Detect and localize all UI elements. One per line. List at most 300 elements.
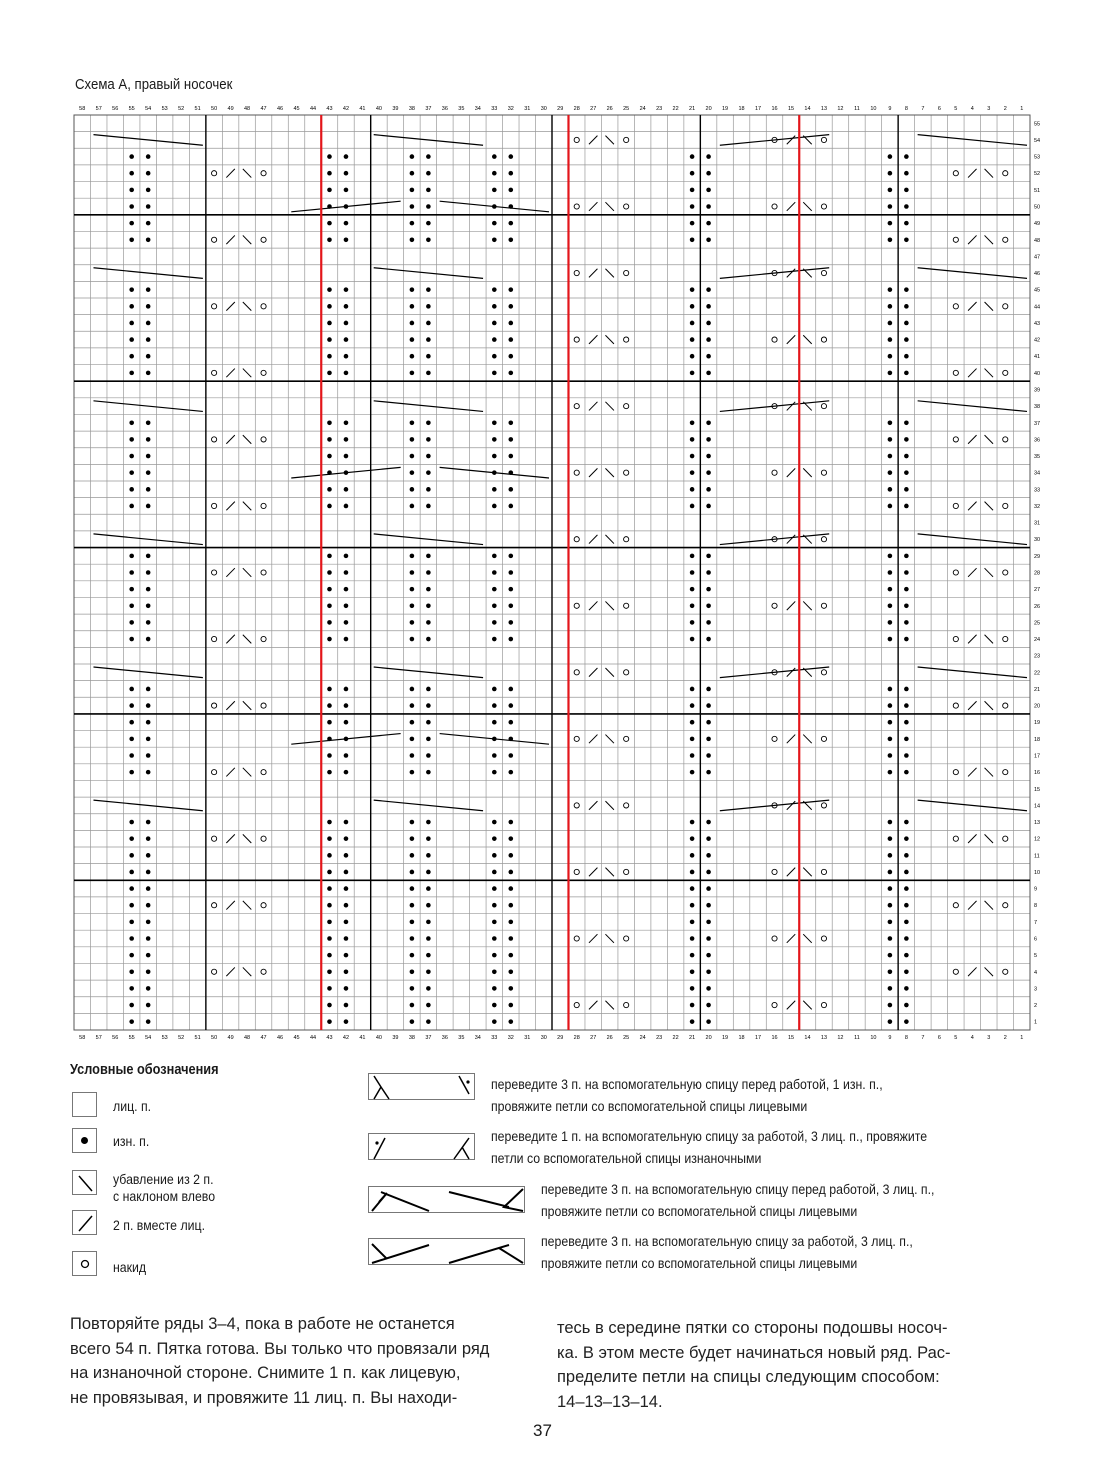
purl-mark [146,737,151,742]
column-number: 48 [244,1035,251,1041]
yarn-over-mark [624,1002,629,1007]
purl-mark [327,504,332,509]
ssk-mark [605,934,613,943]
purl-mark [426,188,431,193]
purl-mark [129,371,134,376]
yarn-over-mark [212,770,217,775]
purl-mark [492,603,497,608]
legend-label: накид [113,1259,147,1275]
column-number: 5 [954,106,958,112]
yarn-over-mark [261,770,266,775]
purl-mark [327,487,332,492]
row-number: 18 [1034,736,1041,743]
ssk-symbol-icon [72,1170,97,1195]
purl-mark [426,720,431,725]
purl-mark [508,903,513,908]
purl-mark [426,221,431,226]
purl-mark [690,420,695,425]
purl-mark [129,204,134,209]
purl-mark [706,454,711,459]
knitting-chart [0,100,1107,1050]
k2tog-mark [787,535,795,544]
purl-mark [129,753,134,758]
purl-mark [426,986,431,991]
k2tog-mark [589,202,597,211]
purl-mark [904,687,909,692]
row-number: 22 [1034,670,1041,677]
purl-mark [129,354,134,359]
purl-mark [492,587,497,592]
purl-mark [146,903,151,908]
purl-mark [690,354,695,359]
k2tog-mark [226,768,234,777]
purl-mark [904,188,909,193]
row-number: 54 [1034,137,1041,144]
ssk-mark [803,335,811,344]
purl-mark [492,371,497,376]
row-number: 35 [1034,454,1041,461]
purl-mark [888,287,893,292]
purl-mark [706,504,711,509]
purl-mark [706,371,711,376]
purl-mark [888,454,893,459]
purl-mark [129,154,134,159]
row-number: 10 [1034,869,1041,876]
purl-mark [888,870,893,875]
cable-mark [918,534,1027,545]
purl-mark [904,354,909,359]
ssk-mark [605,202,613,211]
purl-mark [146,703,151,708]
column-number: 29 [557,106,564,112]
column-number: 36 [441,1035,448,1041]
purl-mark [904,554,909,559]
k2tog-mark [968,169,976,178]
k2tog-mark [226,635,234,644]
row-number: 11 [1034,853,1040,860]
purl-mark [888,886,893,891]
k2tog-mark [787,202,795,211]
k2tog-mark [968,435,976,444]
k2tog-mark [226,169,234,178]
purl-mark [492,637,497,642]
purl-mark [344,969,349,974]
purl-mark [426,287,431,292]
k2tog-mark [787,136,795,145]
purl-mark [904,820,909,825]
row-number: 24 [1034,637,1041,644]
k2tog-mark [787,735,795,744]
k2tog-mark [589,601,597,610]
k2tog-mark [226,369,234,378]
purl-mark [904,753,909,758]
yarn-over-mark [574,1002,579,1007]
ssk-mark [243,302,251,311]
purl-mark [888,420,893,425]
cable-mark [720,667,829,678]
yarn-over-mark [1003,503,1008,508]
purl-mark [327,903,332,908]
purl-mark [344,354,349,359]
column-number: 19 [722,106,729,112]
purl-mark [426,903,431,908]
column-number: 6 [937,106,941,112]
purl-mark [426,737,431,742]
yarn-over-mark [953,171,958,176]
purl-mark [344,920,349,925]
purl-mark [508,487,513,492]
purl-mark [706,620,711,625]
purl-mark [344,287,349,292]
yarn-over-mark [574,270,579,275]
k2tog-mark [787,668,795,677]
column-number: 1 [1020,1035,1024,1041]
purl-mark [888,903,893,908]
purl-mark [146,820,151,825]
column-number: 52 [178,106,185,112]
k2tog-mark [226,302,234,311]
column-number: 39 [392,106,399,112]
purl-mark [327,454,332,459]
purl-mark [690,969,695,974]
purl-mark [690,620,695,625]
purl-mark [327,188,332,193]
purl-mark [146,620,151,625]
purl-mark [508,1003,513,1008]
purl-mark [146,753,151,758]
purl-mark [327,154,332,159]
purl-mark [706,420,711,425]
yarn-over-mark [212,503,217,508]
yarn-over-mark [261,503,266,508]
yarn-over-mark [574,404,579,409]
purl-mark [146,504,151,509]
purl-mark [327,770,332,775]
purl-mark [904,1019,909,1024]
purl-mark [706,870,711,875]
purl-mark [426,953,431,958]
k2tog-mark [589,801,597,810]
purl-mark [327,237,332,242]
yarn-over-mark [1003,636,1008,641]
purl-mark [327,337,332,342]
cable-3-3-front-icon [368,1186,525,1213]
k2tog-mark [968,369,976,378]
yarn-over-mark [772,1002,777,1007]
purl-mark [426,154,431,159]
column-number: 21 [689,1035,696,1041]
yarn-over-mark [212,836,217,841]
purl-mark [904,587,909,592]
column-number: 31 [524,106,531,112]
purl-mark [690,204,695,209]
purl-mark [146,154,151,159]
purl-mark [492,953,497,958]
cable-mark [720,800,829,811]
purl-mark [492,337,497,342]
k2tog-mark [787,402,795,411]
column-number: 24 [639,1035,646,1041]
yarn-over-mark [821,137,826,142]
purl-mark [508,287,513,292]
column-number: 29 [557,1035,564,1041]
purl-mark [492,770,497,775]
purl-mark [129,870,134,875]
cable-mark [720,135,829,146]
purl-mark [904,737,909,742]
purl-mark [492,936,497,941]
purl-mark [426,703,431,708]
column-number: 48 [244,106,251,112]
purl-mark [508,753,513,758]
row-number: 33 [1034,487,1041,494]
column-number: 43 [326,1035,333,1041]
purl-mark [508,1019,513,1024]
purl-mark [426,687,431,692]
purl-mark [129,737,134,742]
purl-mark [344,853,349,858]
purl-mark [344,870,349,875]
purl-mark [508,953,513,958]
yarn-over-mark [261,570,266,575]
ssk-mark [243,235,251,244]
purl-mark [344,753,349,758]
k2tog-mark [589,934,597,943]
purl-mark [888,836,893,841]
ssk-mark [985,435,993,444]
purl-mark [146,720,151,725]
purl-mark [129,221,134,226]
row-number: 27 [1034,587,1041,594]
row-number: 15 [1034,786,1041,793]
row-number: 17 [1034,753,1041,760]
purl-mark [706,687,711,692]
purl-mark [690,687,695,692]
column-number: 11 [854,106,860,112]
purl-mark [344,703,349,708]
column-number: 15 [787,1035,795,1041]
purl-mark [706,603,711,608]
purl-mark [492,820,497,825]
purl-mark [344,936,349,941]
purl-mark [410,204,415,209]
purl-mark [426,437,431,442]
purl-mark [492,853,497,858]
column-number: 26 [606,106,613,112]
cable-mark [374,268,483,279]
yarn-over-mark [574,736,579,741]
purl-mark [129,969,134,974]
ssk-mark [803,468,811,477]
column-number: 22 [672,106,679,112]
purl-mark [344,1003,349,1008]
purl-mark [904,886,909,891]
purl-mark [129,304,134,309]
purl-mark [129,321,134,326]
purl-mark [706,986,711,991]
purl-mark [690,953,695,958]
purl-mark [888,737,893,742]
purl-mark [888,603,893,608]
ssk-mark [985,369,993,378]
row-number: 14 [1034,803,1041,810]
purl-mark [344,454,349,459]
purl-mark [690,1003,695,1008]
ssk-mark [243,568,251,577]
purl-mark [129,554,134,559]
row-number: 21 [1034,686,1041,693]
purl-mark [706,154,711,159]
column-number: 47 [260,106,267,112]
purl-mark [508,637,513,642]
row-number: 20 [1034,703,1041,710]
purl-mark [508,587,513,592]
purl-mark [410,886,415,891]
purl-mark [327,171,332,176]
purl-mark [426,504,431,509]
purl-mark [508,886,513,891]
purl-mark [410,969,415,974]
purl-mark [410,221,415,226]
purl-mark [492,903,497,908]
purl-mark [344,304,349,309]
purl-mark [706,321,711,326]
purl-mark [690,287,695,292]
purl-mark [146,886,151,891]
purl-mark [129,986,134,991]
purl-mark [492,1003,497,1008]
yarn-over-mark [574,137,579,142]
purl-mark [888,953,893,958]
purl-mark [492,504,497,509]
column-number: 26 [606,1035,613,1041]
column-number: 35 [458,106,465,112]
purl-mark [904,337,909,342]
yarn-over-mark [772,603,777,608]
purl-mark [344,886,349,891]
purl-mark [904,953,909,958]
purl-mark [410,620,415,625]
column-number: 20 [705,1035,712,1041]
purl-mark [129,820,134,825]
cable-mark [918,667,1027,678]
purl-mark [508,504,513,509]
purl-mark [508,304,513,309]
purl-mark [410,737,415,742]
purl-mark [888,986,893,991]
ssk-mark [605,535,613,544]
purl-mark [129,603,134,608]
purl-mark [327,986,332,991]
purl-mark [888,354,893,359]
k2tog-mark [968,834,976,843]
purl-mark [492,969,497,974]
purl-mark [888,204,893,209]
purl-mark [706,487,711,492]
purl-mark [129,953,134,958]
purl-mark [146,304,151,309]
ssk-mark [243,635,251,644]
ssk-mark [243,768,251,777]
purl-mark [426,487,431,492]
purl-mark [904,154,909,159]
purl-mark [344,570,349,575]
purl-mark [426,570,431,575]
purl-mark [344,587,349,592]
k2tog-mark [226,967,234,976]
purl-mark [492,620,497,625]
purl-mark [146,1019,151,1024]
cable-mark [374,534,483,545]
purl-mark [706,188,711,193]
yarn-over-mark [261,237,266,242]
purl-mark [344,420,349,425]
k2tog-mark [968,901,976,910]
ssk-mark [985,502,993,511]
cable-mark [374,667,483,678]
row-number: 28 [1034,570,1041,577]
purl-mark [904,437,909,442]
column-number: 25 [623,1035,630,1041]
ssk-mark [243,901,251,910]
purl-mark [706,953,711,958]
yarn-over-mark [953,703,958,708]
purl-mark [410,237,415,242]
purl-mark [129,237,134,242]
row-number: 9 [1034,886,1038,893]
purl-mark [492,437,497,442]
column-number: 6 [937,1035,941,1041]
column-number: 10 [870,106,877,112]
purl-mark [904,853,909,858]
purl-mark [146,587,151,592]
purl-mark [706,437,711,442]
column-number: 58 [79,106,86,112]
ssk-mark [803,202,811,211]
column-number: 57 [95,1035,102,1041]
column-number: 55 [128,1035,135,1041]
row-number: 36 [1034,437,1041,444]
row-number: 52 [1034,171,1041,178]
column-number: 28 [573,106,580,112]
purl-mark [690,454,695,459]
purl-mark [426,337,431,342]
k2tog-mark [226,701,234,710]
k2tog-mark [968,502,976,511]
k2tog-mark [226,502,234,511]
purl-mark [492,836,497,841]
column-number: 31 [524,1035,531,1041]
purl-mark [508,720,513,725]
ssk-mark [803,1001,811,1010]
purl-mark [426,870,431,875]
purl-mark [706,637,711,642]
purl-mark [410,836,415,841]
purl-mark [426,371,431,376]
purl-mark [426,969,431,974]
purl-mark [888,570,893,575]
column-number: 49 [227,1035,234,1041]
purl-mark [492,237,497,242]
purl-mark [410,870,415,875]
purl-mark [690,237,695,242]
purl-mark [426,354,431,359]
yarn-over-mark [212,304,217,309]
column-number: 49 [227,106,234,112]
purl-mark [327,221,332,226]
ssk-mark [605,735,613,744]
purl-mark [410,337,415,342]
